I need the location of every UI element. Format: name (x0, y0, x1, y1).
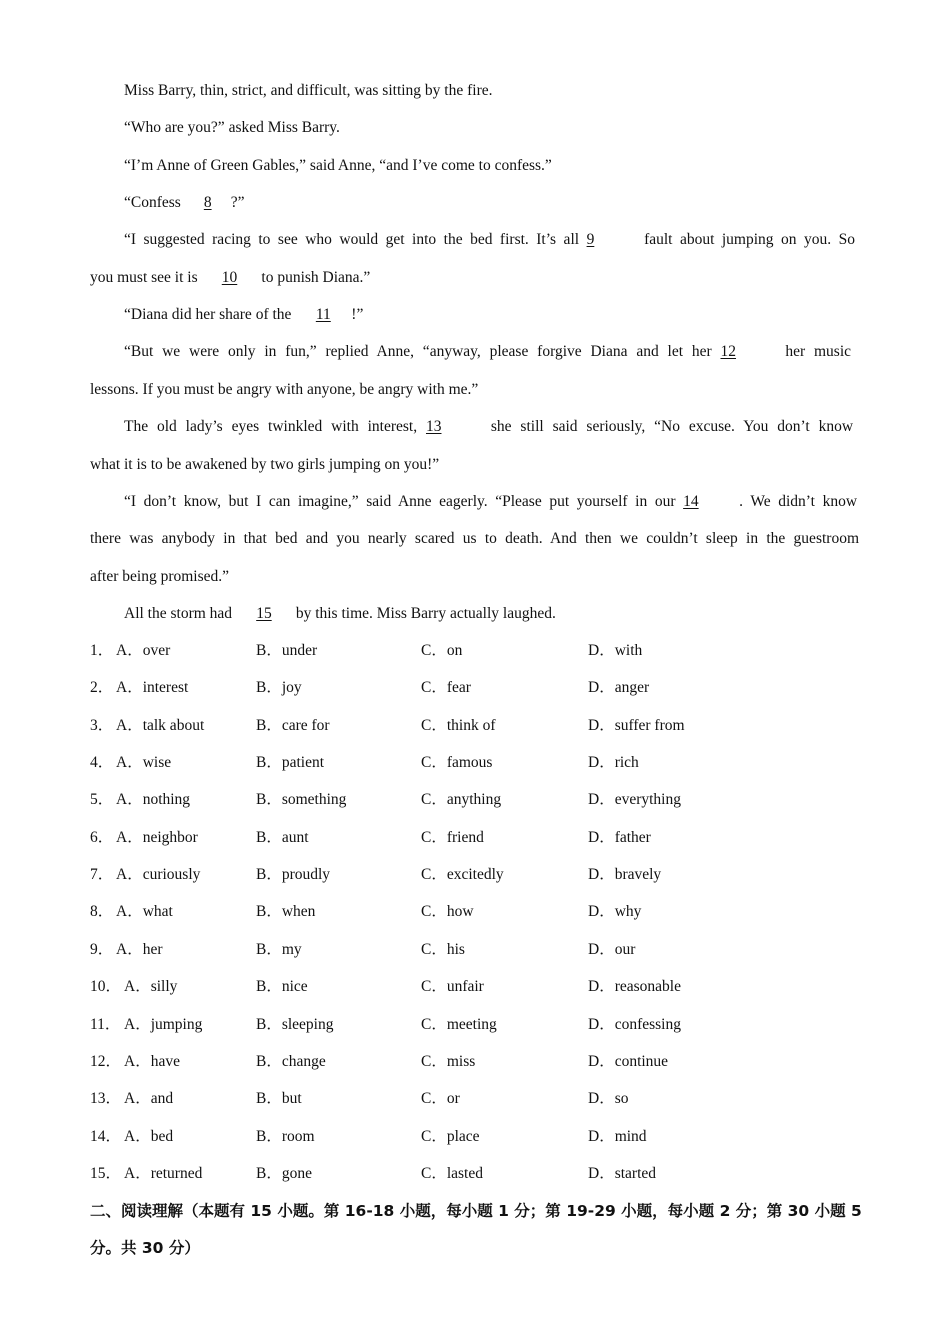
option-c: C．famous (421, 754, 493, 771)
option-b: B．care for (256, 717, 330, 734)
passage-line: “I’m Anne of Green Gables,” said Anne, “and I’ve come to confess.” (124, 157, 552, 174)
question-number: 4． (90, 754, 114, 771)
option-b: B．room (256, 1128, 315, 1145)
option-d: D．why (588, 903, 642, 920)
option-c: C．lasted (421, 1165, 483, 1182)
question-number: 12． (90, 1053, 122, 1070)
blank-10: 10 (221, 269, 238, 286)
option-b: B．proudly (256, 866, 331, 883)
blank-8: 8 (203, 194, 212, 211)
option-b: B．aunt (256, 829, 309, 846)
option-b: B．gone (256, 1165, 312, 1182)
option-c: C．miss (421, 1053, 476, 1070)
blank-11: 11 (315, 306, 331, 323)
option-c: C．meeting (421, 1016, 497, 1033)
passage-line: “I don’t know, but I can imagine,” said Anne eagerly. “Please put yourself in our 14 . We didn’t know (124, 493, 858, 510)
option-a: A．interest (116, 679, 189, 696)
option-d: D．continue (588, 1053, 669, 1070)
passage-line: The old lady’s eyes twinkled with interest, 13 she still said seriously, “No excuse. You don’t know (124, 418, 854, 435)
blank-13: 13 (425, 418, 442, 435)
question-number: 3． (90, 717, 114, 734)
passage-line: what it is to be awakened by two girls jumping on you!” (90, 456, 440, 473)
passage-line: there was anybody in that bed and you nearly scared us to death. And then we couldn’t sleep in the guestroom (90, 530, 859, 547)
option-a: A．what (116, 903, 173, 920)
question-number: 6． (90, 829, 114, 846)
passage-line: All the storm had 15 by this time. Miss Barry actually laughed. (124, 605, 556, 622)
question-number: 11． (90, 1016, 121, 1033)
option-d: D．with (588, 642, 643, 659)
passage-line: lessons. If you must be angry with anyone, be angry with me.” (90, 381, 479, 398)
passage-line: after being promised.” (90, 568, 230, 585)
option-b: B．my (256, 941, 302, 958)
option-c: C．his (421, 941, 465, 958)
option-c: C．anything (421, 791, 502, 808)
passage-line: “I suggested racing to see who would get into the bed first. It’s all 9 fault about jumping on you. So (124, 231, 856, 248)
option-a: A．have (124, 1053, 180, 1070)
option-a: A．neighbor (116, 829, 198, 846)
question-number: 13． (90, 1090, 122, 1107)
option-c: C．think of (421, 717, 496, 734)
option-d: D．confessing (588, 1016, 681, 1033)
option-a: A．over (116, 642, 171, 659)
option-c: C．fear (421, 679, 471, 696)
option-d: D．rich (588, 754, 639, 771)
option-d: D．so (588, 1090, 629, 1107)
passage-line: Miss Barry, thin, strict, and difficult, was sitting by the fire. (124, 82, 493, 99)
option-a: A．silly (124, 978, 178, 995)
passage-line: “Who are you?” asked Miss Barry. (124, 119, 340, 136)
option-c: C．unfair (421, 978, 484, 995)
blank-12: 12 (720, 343, 737, 360)
option-b: B．but (256, 1090, 302, 1107)
option-c: C．or (421, 1090, 460, 1107)
question-number: 5． (90, 791, 114, 808)
question-number: 9． (90, 941, 114, 958)
option-d: D．reasonable (588, 978, 681, 995)
option-b: B．joy (256, 679, 302, 696)
option-b: B．something (256, 791, 347, 808)
option-b: B．sleeping (256, 1016, 334, 1033)
passage-line: “But we were only in fun,” replied Anne, “anyway, please forgive Diana and let her 12 her music (124, 343, 852, 360)
section-heading: 二、阅读理解（本题有 15 小题。第 16-18 小题，每小题 1 分；第 19-29 小题，每小题 2 分；第 30 小题 5 (90, 1202, 862, 1220)
question-number: 10． (90, 978, 122, 995)
option-d: D．our (588, 941, 636, 958)
option-c: C．friend (421, 829, 484, 846)
option-a: A．wise (116, 754, 172, 771)
option-d: D．bravely (588, 866, 662, 883)
option-b: B．when (256, 903, 316, 920)
option-d: D．father (588, 829, 651, 846)
option-b: B．patient (256, 754, 325, 771)
option-d: D．started (588, 1165, 657, 1182)
passage-line: “Diana did her share of the 11 !” (124, 306, 364, 323)
option-a: A．bed (124, 1128, 174, 1145)
passage-line: “Confess 8 ?” (124, 194, 245, 211)
option-a: A．returned (124, 1165, 203, 1182)
option-c: C．excitedly (421, 866, 504, 883)
option-c: C．on (421, 642, 463, 659)
option-b: B．under (256, 642, 318, 659)
option-a: A．and (124, 1090, 174, 1107)
question-number: 1． (90, 642, 114, 659)
question-number: 2． (90, 679, 114, 696)
blank-9: 9 (586, 231, 595, 248)
option-a: A．nothing (116, 791, 191, 808)
option-d: D．anger (588, 679, 650, 696)
option-a: A．jumping (124, 1016, 203, 1033)
passage-line: you must see it is 10 to punish Diana.” (90, 269, 371, 286)
option-a: A．her (116, 941, 163, 958)
option-c: C．place (421, 1128, 480, 1145)
question-number: 8． (90, 903, 114, 920)
option-a: A．curiously (116, 866, 201, 883)
question-number: 7． (90, 866, 114, 883)
blank-14: 14 (683, 493, 699, 510)
option-d: D．mind (588, 1128, 647, 1145)
question-number: 14． (90, 1128, 122, 1145)
option-a: A．talk about (116, 717, 205, 734)
option-d: D．suffer from (588, 717, 685, 734)
option-c: C．how (421, 903, 474, 920)
blank-15: 15 (256, 605, 272, 622)
question-number: 15． (90, 1165, 122, 1182)
option-b: B．nice (256, 978, 308, 995)
option-d: D．everything (588, 791, 681, 808)
option-b: B．change (256, 1053, 326, 1070)
section-heading-cont: 分。共 30 分） (90, 1239, 200, 1257)
